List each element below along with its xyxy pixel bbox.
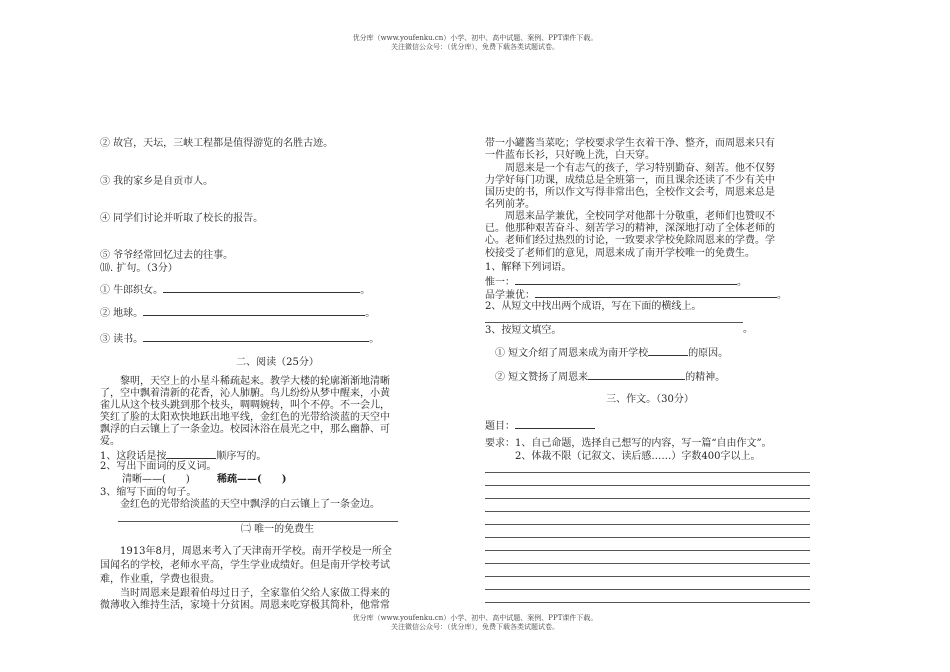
sentence-5: ⑤ 爷爷经常回忆过去的往事。	[100, 250, 234, 261]
answer-blank[interactable]	[143, 332, 369, 342]
fill-item-2-text: ② 短文赞扬了周恩来	[485, 372, 589, 383]
passage-2-line: 1913年8月，周恩来考入了天津南开学校。南开学校是一所全	[100, 546, 392, 557]
fill-item-2	[485, 370, 725, 384]
page-footer	[0, 614, 950, 632]
period: 。	[777, 290, 787, 301]
expand-item-3	[100, 332, 379, 346]
passage-2-line: 当时周恩来是跟着伯母过日子，全家靠伯父给人家做工得来的	[100, 588, 390, 599]
word-1-label: 惟一：	[485, 277, 515, 288]
essay-writing-line[interactable]	[485, 472, 810, 473]
passage-2-line: 微薄收入维持生活，家境十分贫困。周恩来吃穿极其简朴，他常常	[100, 600, 390, 611]
footer-line-2: 关注微信公众号：（优分库），免费下载各类试题试卷。	[391, 623, 559, 631]
passage-2-line: 周恩来品学兼优，全校同学对他都十分敬重，老师们也赞叹不	[485, 211, 775, 222]
period: 。	[360, 285, 371, 296]
reading-2-question-3: 3、按短文填空。	[485, 325, 562, 336]
reading-2-question-2: 2、从短文中找出两个成语，写在下面的横线上。	[485, 301, 702, 312]
essay-writing-line[interactable]	[485, 511, 810, 512]
essay-topic-label: 题目：	[485, 421, 515, 432]
passage-2-line: 带一小罐酱当菜吃；学校要求学生衣着干净、整齐，而周恩来只有	[485, 138, 775, 149]
question-10-expand: ⑽. 扩句。（3分）	[100, 263, 178, 274]
essay-writing-line[interactable]	[485, 576, 810, 577]
antonym-1[interactable]: 清晰——( )	[122, 474, 190, 485]
passage-1-line: 黎明，天空上的小星斗稀疏起来。教学大楼的轮廓渐渐地清晰	[100, 376, 390, 387]
header-line-2: 关注微信公众号：（优分库），免费下载各类试题试卷。	[391, 43, 559, 51]
essay-title-blank[interactable]	[515, 419, 595, 429]
passage-2-line: 名列前茅。	[485, 199, 535, 210]
passage-2-line: 已。他那种艰苦奋斗、刻苦学习的精神，深深地打动了全体老师的	[485, 223, 775, 234]
essay-topic	[485, 419, 595, 433]
section-2-heading: 二、阅读（25分）	[236, 357, 319, 368]
answer-blank[interactable]	[163, 283, 360, 293]
essay-writing-line[interactable]	[485, 589, 810, 590]
answer-blank[interactable]	[166, 449, 216, 459]
answer-blank[interactable]	[143, 306, 365, 316]
essay-writing-line[interactable]	[485, 550, 810, 551]
answer-line[interactable]	[485, 322, 743, 323]
section-3-heading: 三、作文。（30分）	[606, 394, 694, 405]
answer-blank[interactable]	[648, 346, 688, 356]
essay-writing-line[interactable]	[485, 602, 810, 603]
word-2	[485, 288, 787, 302]
reading-question-3: 3、缩写下面的句子。	[100, 487, 197, 498]
fill-item-1	[485, 346, 728, 360]
fill-item-1-text: ① 短文介绍了周恩来成为南开学校	[485, 348, 649, 359]
essay-writing-line[interactable]	[485, 524, 810, 525]
reading-question-2: 2、写出下面词的反义词。	[100, 461, 217, 472]
sentence-to-shorten: 金红色的光带给淡蓝的天空中飘浮的白云镶上了一条金边。	[100, 499, 380, 510]
essay-writing-line[interactable]	[485, 537, 810, 538]
passage-2-line: 难，作业重，学费也很贵。	[100, 574, 220, 585]
passage-2-line: 国历史的书，所以作文写得非常出色，全校作文会考，周恩来总是	[485, 187, 775, 198]
passage-2-line: 周恩来是一个有志气的孩子，学习特别勤奋、刻苦。他不仅努	[485, 163, 775, 174]
period: 。	[369, 334, 380, 345]
sentence-4: ④ 同学们讨论并听取了校长的报告。	[100, 213, 264, 224]
header-line-1: 优分库（www.youfenku.cn）小学、初中、高中试题、案例、PPT课件下载。	[352, 34, 598, 42]
passage-1-line: 了，空中飘着清新的花香，沁人肺腑。鸟儿纷纷从梦中醒来，小黄	[100, 388, 390, 399]
answer-blank[interactable]	[535, 288, 777, 298]
expand-item-1	[100, 283, 370, 297]
sentence-3: ③ 我的家乡是自贡市人。	[100, 176, 214, 187]
passage-1-line: 笑红了脸的太阳欢快地跃出地平线，金红色的光带给淡蓝的天空中	[100, 412, 390, 423]
passage-1-line: 爱。	[100, 436, 120, 447]
expand-item-1-text: ① 牛郎织女。	[100, 285, 164, 296]
expand-item-2-text: ② 地球。	[100, 308, 144, 319]
passage-2-line: 心。老师们经过热烈的讨论，一致要求学校免除周恩来的学费。学	[485, 235, 775, 246]
essay-writing-line[interactable]	[485, 563, 810, 564]
fill-item-1-suffix: 的原因。	[688, 348, 729, 359]
passage-2-line: 校接受了老师们的意见，周恩来成了南开学校唯一的免费生。	[485, 248, 755, 259]
essay-requirement-1: 要求：1、自己命题，选择自己想写的内容，写一篇“自由作文”。	[485, 438, 772, 449]
question-1-text: 1、这段话是按	[100, 451, 167, 462]
passage-2-line: 一件蓝布长衫，只好晚上洗，白天穿。	[485, 150, 655, 161]
passage-2-title: ㈡ 唯一的免费生	[240, 524, 315, 535]
expand-item-2	[100, 306, 375, 320]
passage-2-line: 力学好每门功课，成绩总是全班第一，而且课余还读了不少有关中	[485, 175, 775, 186]
answer-line[interactable]	[118, 521, 398, 522]
answer-blank[interactable]	[588, 370, 685, 380]
word-2-label: 品学兼优：	[485, 290, 535, 301]
answer-blank[interactable]	[515, 275, 737, 285]
passage-1-line: 飘浮的白云镶上了一条金边。校园沐浴在晨光之中，那么幽静、可	[100, 424, 390, 435]
essay-writing-line[interactable]	[485, 498, 810, 499]
period: 。	[365, 308, 376, 319]
passage-1-line: 雀儿从这个枝头跳到那个枝头，啁啁婉转，叫个不停。不一会儿，	[100, 400, 390, 411]
essay-writing-line[interactable]	[485, 485, 810, 486]
word-1	[485, 275, 747, 289]
expand-item-3-text: ③ 读书。	[100, 334, 144, 345]
footer-line-1: 优分库（www.youfenku.cn）小学、初中、高中试题、案例、PPT课件下载。	[352, 614, 598, 622]
fill-item-2-suffix: 的精神。	[685, 372, 726, 383]
page-header	[0, 34, 950, 52]
sentence-2: ② 故宫，天坛，三峡工程都是值得游览的名胜古迹。	[100, 138, 334, 149]
period: 。	[737, 277, 747, 288]
period: 。	[743, 324, 753, 335]
antonym-2[interactable]: 稀疏——( )	[217, 474, 287, 485]
question-1-suffix: 顺序写的。	[216, 451, 267, 462]
reading-2-question-1: 1、解释下列词语。	[485, 262, 572, 273]
passage-2-line: 国闻名的学校，老师水平高，学生学业成绩好。但是南开学校考试	[100, 560, 390, 571]
essay-requirement-2: 2、体裁不限（记叙文、读后感……）字数400字以上。	[485, 451, 761, 462]
